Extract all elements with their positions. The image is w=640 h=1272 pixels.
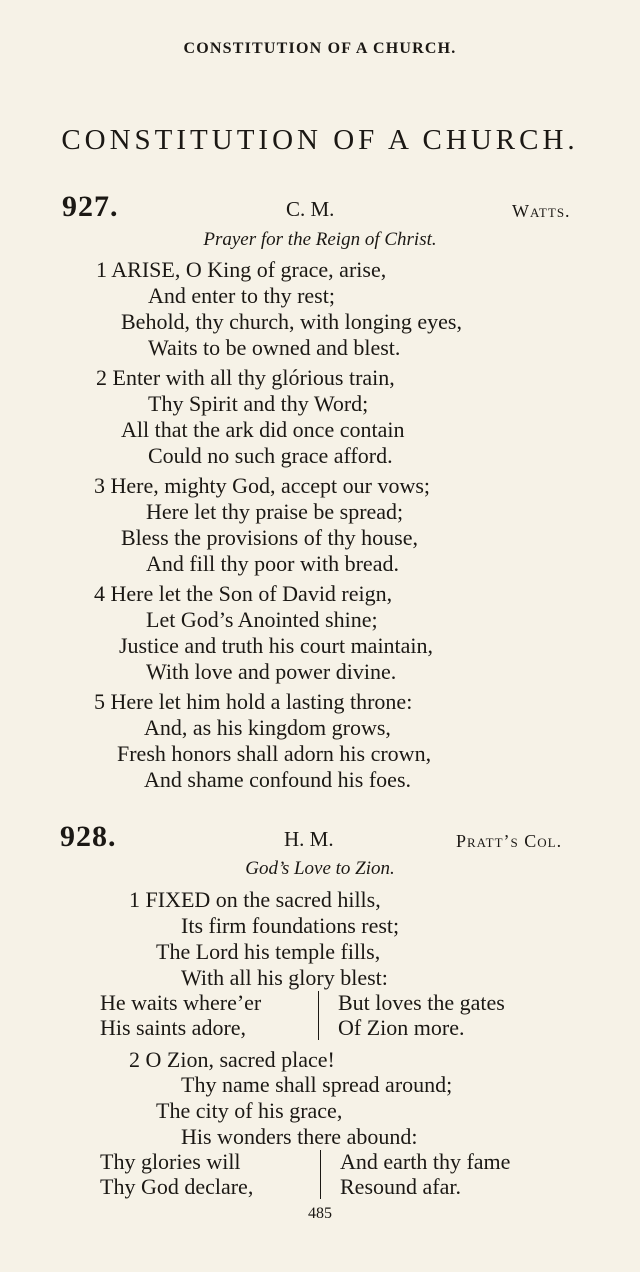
hymn-927-s1-l4: Waits to be owned and blest. [148, 335, 401, 360]
hymn-928-s2-divider [320, 1150, 321, 1199]
hymn-928-s1-left-2: His saints adore, [100, 1015, 247, 1040]
hymn-927-s3-l3: Bless the provisions of thy house, [121, 525, 418, 550]
hymn-927-s5-l4: And shame confound his foes. [144, 767, 412, 792]
page-number: 485 [308, 1205, 332, 1222]
hymn-927-s2-l3: All that the ark did once contain [121, 417, 405, 442]
hymn-928-s1-l2: Its firm foundations rest; [181, 913, 400, 938]
hymn-927-s4-l3: Justice and truth his court maintain, [119, 633, 434, 658]
hymn-928-author: Pratt’s Col. [456, 831, 563, 851]
hymn-927-s5-l2: And, as his kingdom grows, [144, 715, 391, 740]
hymn-927-number: 927. [62, 190, 119, 223]
section-title: CONSTITUTION OF A CHURCH. [61, 124, 579, 156]
hymn-928-s2-l2: Thy name shall spread around; [181, 1072, 453, 1097]
hymn-928-s2-left-1: Thy glories will [100, 1149, 241, 1174]
hymn-928-s1-left-1: He waits where’er [100, 990, 262, 1015]
hymn-927-s5-l1: 5 Here let him hold a lasting throne: [94, 689, 413, 714]
hymn-927-s2-l1: 2 Enter with all thy glórious train, [96, 365, 395, 390]
hymn-927-s2-l2: Thy Spirit and thy Word; [148, 391, 369, 416]
hymn-928-s2-l1: 2 O Zion, sacred place! [129, 1047, 335, 1072]
hymn-927-s3-l1: 3 Here, mighty God, accept our vows; [94, 473, 431, 498]
hymn-927-s3-l4: And fill thy poor with bread. [146, 551, 399, 576]
running-head: CONSTITUTION OF A CHURCH. [183, 40, 457, 57]
hymn-928-s2-l3: The city of his grace, [156, 1098, 343, 1123]
hymn-928-s2-left-2: Thy God declare, [100, 1174, 254, 1199]
hymn-928-s1-l1: 1 FIXED on the sacred hills, [129, 887, 381, 912]
hymn-928-s2-l4: His wonders there abound: [181, 1124, 418, 1149]
hymn-927-s1-l3: Behold, thy church, with longing eyes, [121, 309, 462, 334]
hymn-927-s4-l1: 4 Here let the Son of David reign, [94, 581, 393, 606]
hymn-928-s2-right-2: Resound afar. [340, 1174, 461, 1199]
hymn-927-author: Watts. [512, 201, 571, 221]
hymn-927-s4-l2: Let God’s Anointed shine; [146, 607, 378, 632]
hymn-928-s1-right-2: Of Zion more. [338, 1015, 465, 1040]
hymn-928-s1-l4: With all his glory blest: [181, 965, 388, 990]
hymn-928-s1-divider [318, 991, 319, 1040]
hymn-927-s5-l3: Fresh honors shall adorn his crown, [117, 741, 432, 766]
hymn-927-title: Prayer for the Reign of Christ. [203, 229, 437, 250]
hymn-928-number: 928. [60, 820, 117, 853]
hymn-928-s2-right-1: And earth thy fame [340, 1149, 511, 1174]
hymn-927-meter: C. M. [286, 197, 335, 221]
hymn-928-s1-l3: The Lord his temple fills, [156, 939, 381, 964]
hymn-928-meter: H. M. [284, 827, 334, 851]
hymn-928-title: God’s Love to Zion. [245, 858, 395, 879]
hymn-927-s1-l2: And enter to thy rest; [148, 283, 335, 308]
hymn-927-s4-l4: With love and power divine. [146, 659, 397, 684]
hymn-927-s1-l1: 1 ARISE, O King of grace, arise, [96, 257, 387, 282]
hymn-928-s1-right-1: But loves the gates [338, 990, 505, 1015]
hymn-927-s2-l4: Could no such grace afford. [148, 443, 393, 468]
hymn-927-s3-l2: Here let thy praise be spread; [146, 499, 404, 524]
